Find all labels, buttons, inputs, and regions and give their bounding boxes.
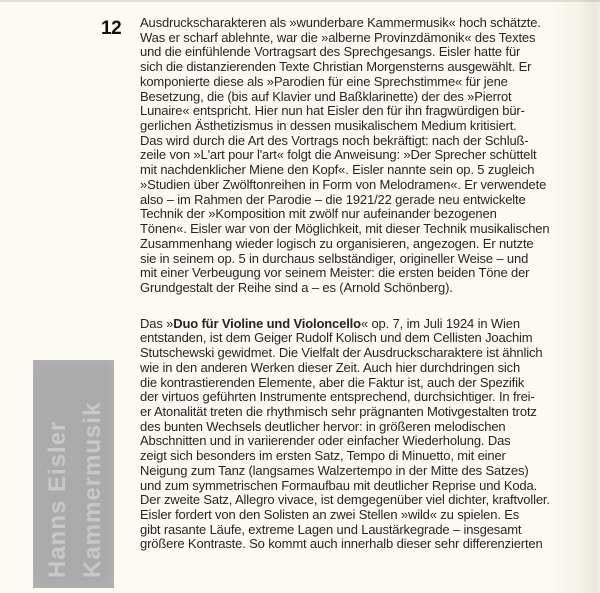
text-line: Zusammenhang wieder logisch zu organisieren, angezogen. Er nutzte: [140, 235, 534, 251]
text-line: wie in den anderen Werken dieser Zeit. Auch hier durchdringen sich: [140, 359, 521, 375]
text-line: Ausdruckscharakteren als »wunderbare Kammermusik« hoch schätzte.: [140, 15, 541, 30]
lead-suffix: « op. 7, im Juli 1924 in Wien: [360, 315, 520, 331]
text-line: Stutschewski gewidmet. Die Vielfalt der Ausdruckscharaktere ist ähnlich: [140, 345, 543, 361]
paragraph-duo: [140, 317, 592, 553]
paragraph-melodramen: [140, 16, 592, 296]
text-line: er Atonalität treten die rhythmisch sehr prägnanten Motivgestalten trotz: [140, 403, 537, 419]
text-line: »Studien über Zwölftonreihen in Form von Melodramen«. Er verwendete: [140, 176, 547, 192]
text-line: Was er scharf ablehnte, war die »alberne Provinzdämonik« des Textes: [140, 29, 536, 45]
text-line: komponierte diese als »Parodien für eine Sprechstimme« für jene: [140, 73, 508, 89]
text-line: Der zweite Satz, Allegro vivace, ist demgegenüber viel dichter, kraftvoller.: [140, 492, 550, 508]
text-line: Grundgestalt der Reihe sind a – es (Arnold Schönberg).: [140, 279, 453, 295]
paragraph-duo-rest: [140, 331, 592, 552]
text-line: und zum symmetrischen Formaufbau mit deutlicher Reprise und Koda.: [140, 477, 538, 493]
text-line: sie in seinem op. 5 in durchaus selbständiger, origineller Weise – und: [140, 250, 529, 266]
text-line: Besetzung, die (bis auf Klavier und Baßklarinette) der des »Pierrot: [140, 88, 512, 104]
page-top-edge-shadow: [0, 0, 600, 2]
text-line: und die einfühlende Vortragsart des Sprechgesangs. Eisler hatte für: [140, 44, 521, 60]
text-line: gibt rasante Läufe, extreme Lagen und Laustärkegrade – insgesamt: [140, 521, 522, 537]
text-line: Das wird durch die Art des Vortrags noch bekräftigt: nach der Schluß-: [140, 132, 529, 148]
spine-label-text: [40, 366, 110, 578]
text-line: Tönen«. Eisler war von der Möglichkeit, mit dieser Technik musikalischen: [140, 221, 550, 237]
text-line: entstanden, ist dem Geiger Rudolf Kolisch und dem Cellisten Joachim: [140, 330, 533, 346]
text-line-lead: [140, 317, 592, 332]
text-line: die kontrastierenden Elemente, aber die Faktur ist, auch der Spezifik: [140, 374, 525, 390]
text-line: gerlichen Ästhetizismus in dessen musikalischem Medium kritisiert.: [140, 118, 517, 134]
text-line: also – im Rahmen der Parodie – die 1921/22 gerade neu entwickelte: [140, 191, 526, 207]
text-line: mit nachdenklicher Miene den Kopf«. Eisler nannte sein op. 5 zugleich: [140, 162, 535, 178]
text-line: des bunten Wechsels deutlicher hervor: in größeren melodischen: [140, 418, 506, 434]
text-line: zeile von »L'art pour l'art« folgt die Anweisung: »Der Sprecher schüttelt: [140, 147, 537, 163]
text-line: zeigt sich besonders im ersten Satz, Tempo di Minuetto, mit einer: [140, 448, 506, 464]
spine-album-title: Kammermusik: [79, 401, 106, 578]
spine-artist-name: Hanns Eisler: [44, 420, 71, 578]
text-line: Neigung zum Tanz (langsames Walzertempo in der Mitte des Satzes): [140, 462, 529, 478]
lead-prefix: Das »: [140, 315, 174, 331]
text-line: größere Kontraste. So kommt auch innerhalb dieser sehr differenzierten: [140, 536, 543, 552]
text-line: Technik der »Komposition mit zwölf nur aufeinander bezogenen: [140, 206, 497, 222]
text-line: Eisler fordert von den Solisten an zwei Stellen »wild« zu spielen. Es: [140, 507, 520, 522]
text-line: Abschnitten und in variierender oder einfacher Wiederholung. Das: [140, 433, 511, 449]
text-line: mit einer Verbeugung vor seinem Meister: die ersten beiden Töne der: [140, 265, 530, 281]
text-column: [140, 16, 592, 552]
work-title: Duo für Violine und Violoncello: [173, 315, 361, 331]
text-line: sich die distanzierenden Texte Christian Morgensterns ausgewählt. Er: [140, 59, 532, 75]
page-number: 12: [101, 18, 122, 39]
text-line: Lunaire« entspricht. Hier nun hat Eisler den für ihn fragwürdigen bür-: [140, 103, 525, 119]
text-line: der virtuos geführten Instrumente entsprechend, durchsichtiger. In frei-: [140, 389, 535, 405]
